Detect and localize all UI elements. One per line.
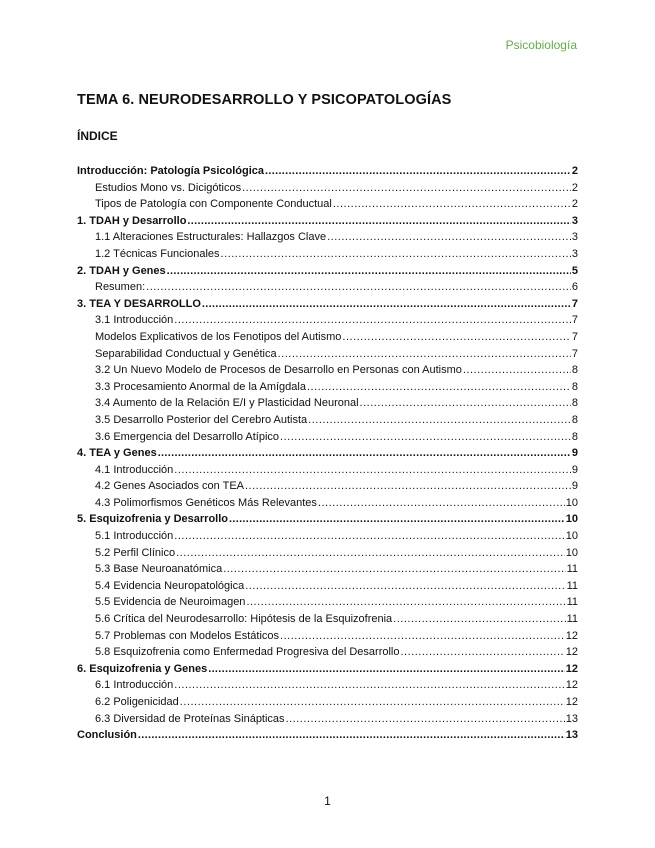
toc-entry-label: 3.4 Aumento de la Relación E/I y Plasticidad Neuronal (95, 397, 359, 410)
toc-entry-label: 6.2 Poligenicidad (95, 696, 179, 708)
toc-leader-dots (265, 163, 571, 180)
toc-leader-dots (327, 229, 571, 246)
toc-subsection-entry[interactable] (77, 395, 578, 412)
toc-entry-label: 3.5 Desarrollo Posterior del Cerebro Autista (95, 413, 308, 426)
toc-subsection-entry[interactable] (77, 495, 578, 512)
toc-entry-page: 2 (571, 198, 578, 211)
toc-entry-page: 7 (571, 314, 578, 327)
toc-entry-label: 3.3 Procesamiento Anormal de la Amígdala (95, 380, 306, 393)
toc-subsection-entry[interactable] (77, 180, 578, 197)
toc-leader-dots (208, 661, 565, 678)
toc-leader-dots (187, 213, 570, 230)
toc-subsection-entry[interactable] (77, 628, 578, 645)
toc-subsection-entry[interactable] (77, 594, 578, 611)
toc-entry-label: 5.8 Esquizofrenia como Enfermedad Progresiva del Desarrollo (95, 646, 400, 659)
toc-leader-dots (229, 511, 565, 528)
toc-leader-dots (174, 312, 571, 329)
toc-leader-dots (360, 395, 571, 412)
toc-subsection-entry[interactable] (77, 578, 578, 595)
toc-entry-label: 5.2 Perfil Clínico (95, 546, 176, 559)
toc-entry-page: 3 (571, 214, 578, 227)
toc-leader-dots (308, 412, 571, 429)
toc-leader-dots (138, 727, 565, 744)
toc-subsection-entry[interactable] (77, 229, 578, 246)
toc-subsection-entry[interactable] (77, 412, 578, 429)
toc-leader-dots (280, 429, 571, 446)
toc-section-entry[interactable] (77, 296, 578, 313)
toc-subsection-entry[interactable] (77, 694, 578, 711)
toc-entry-label: 5.3 Base Neuroanatómica (95, 563, 223, 576)
toc-leader-dots (393, 611, 565, 628)
toc-leader-dots (278, 346, 571, 363)
toc-entry-label: 6.3 Diversidad de Proteínas Sinápticas (95, 712, 285, 725)
toc-entry-page: 11 (566, 613, 578, 626)
toc-leader-dots (246, 594, 565, 611)
toc-entry-label: Estudios Mono vs. Dicigóticos (95, 181, 242, 194)
toc-subsection-entry[interactable] (77, 528, 578, 545)
table-of-contents (77, 163, 578, 744)
toc-subsection-entry[interactable] (77, 196, 578, 213)
toc-leader-dots (176, 545, 565, 562)
toc-entry-page: 10 (565, 496, 578, 509)
toc-entry-page: 10 (565, 513, 578, 526)
document-title: TEMA 6. NEURODESARROLLO Y PSICOPATOLOGÍAS (77, 92, 452, 108)
index-heading: ÍNDICE (77, 129, 118, 143)
toc-section-entry[interactable] (77, 445, 578, 462)
toc-entry-page: 3 (571, 231, 578, 244)
toc-leader-dots (242, 180, 571, 197)
toc-entry-page: 11 (566, 579, 578, 592)
toc-entry-label: 5.4 Evidencia Neuropatológica (95, 579, 245, 592)
toc-entry-page: 7 (571, 297, 578, 310)
toc-leader-dots (174, 677, 564, 694)
toc-entry-page: 7 (571, 330, 578, 343)
toc-entry-page: 11 (566, 596, 578, 609)
toc-subsection-entry[interactable] (77, 429, 578, 446)
toc-entry-page: 2 (571, 165, 578, 177)
toc-leader-dots (174, 528, 564, 545)
toc-entry-page: 2 (571, 181, 578, 194)
toc-entry-label: 3.2 Un Nuevo Modelo de Procesos de Desarrollo en Personas con Autismo (95, 364, 462, 377)
toc-leader-dots (342, 329, 570, 346)
toc-entry-label: 3.1 Introducción (95, 314, 174, 327)
toc-entry-label: 4.3 Polimorfismos Genéticos Más Relevantes (95, 496, 317, 509)
toc-entry-label: 6. Esquizofrenia y Genes (77, 662, 208, 675)
toc-entry-label: Tipos de Patología con Componente Conductual (95, 198, 332, 211)
toc-entry-page: 6 (571, 281, 578, 294)
toc-entry-label: 1.1 Alteraciones Estructurales: Hallazgos Clave (95, 231, 327, 244)
toc-entry-label: 2. TDAH y Genes (77, 264, 166, 277)
toc-entry-page: 7 (571, 347, 578, 360)
toc-entry-label: 1. TDAH y Desarrollo (77, 214, 187, 227)
toc-entry-label: 5. Esquizofrenia y Desarrollo (77, 513, 228, 526)
toc-entry-label: 5.7 Problemas con Modelos Estáticos (95, 629, 280, 642)
toc-leader-dots (280, 628, 565, 645)
toc-subsection-entry[interactable] (77, 346, 578, 363)
toc-leader-dots (221, 246, 571, 263)
toc-subsection-entry[interactable] (77, 711, 578, 728)
toc-entry-page: 12 (565, 662, 578, 675)
toc-subsection-entry[interactable] (77, 246, 578, 263)
toc-section-entry[interactable] (77, 511, 578, 528)
toc-entry-label: 4.2 Genes Asociados con TEA (95, 480, 244, 493)
toc-entry-page: 8 (571, 380, 578, 393)
toc-entry-page: 8 (571, 430, 578, 443)
toc-entry-label: 1.2 Técnicas Funcionales (95, 247, 220, 260)
toc-entry-page: 10 (565, 530, 578, 543)
toc-leader-dots (146, 279, 571, 296)
toc-entry-page: 8 (571, 397, 578, 410)
toc-leader-dots (180, 694, 565, 711)
toc-leader-dots (223, 561, 565, 578)
toc-leader-dots (333, 196, 571, 213)
toc-entry-label: 3. TEA Y DESARROLLO (77, 297, 201, 310)
toc-entry-page: 9 (571, 480, 578, 493)
toc-entry-label: 6.1 Introducción (95, 679, 174, 692)
toc-entry-page: 12 (565, 696, 578, 708)
toc-section-entry[interactable] (77, 661, 578, 678)
toc-entry-label: 5.6 Crítica del Neurodesarrollo: Hipótesis de la Esquizofrenia (95, 613, 393, 626)
toc-subsection-entry[interactable] (77, 379, 578, 396)
toc-section-entry[interactable] (77, 263, 578, 280)
toc-leader-dots (174, 462, 571, 479)
toc-entry-page: 12 (565, 646, 578, 659)
toc-subsection-entry[interactable] (77, 478, 578, 495)
toc-leader-dots (307, 379, 571, 396)
toc-entry-page: 3 (571, 247, 578, 260)
toc-leader-dots (202, 296, 571, 313)
toc-entry-page: 12 (565, 629, 578, 642)
toc-leader-dots (245, 478, 571, 495)
toc-subsection-entry[interactable] (77, 312, 578, 329)
toc-subsection-entry[interactable] (77, 362, 578, 379)
toc-entry-page: 5 (571, 264, 578, 277)
toc-subsection-entry[interactable] (77, 279, 578, 296)
toc-leader-dots (158, 445, 571, 462)
toc-leader-dots (286, 711, 565, 728)
toc-entry-page: 13 (565, 729, 578, 742)
toc-leader-dots (167, 263, 571, 280)
toc-subsection-entry[interactable] (77, 561, 578, 578)
toc-leader-dots (463, 362, 571, 379)
toc-leader-dots (245, 578, 565, 595)
toc-subsection-entry[interactable] (77, 677, 578, 694)
toc-leader-dots (401, 644, 565, 661)
toc-entry-label: Modelos Explicativos de los Fenotipos del Autismo (95, 330, 342, 343)
toc-entry-label: 4.1 Introducción (95, 463, 174, 476)
toc-entry-label: Resumen: (95, 281, 146, 294)
toc-entry-page: 10 (565, 546, 578, 559)
toc-entry-label: Introducción: Patología Psicológica (77, 165, 265, 177)
toc-subsection-entry[interactable] (77, 329, 578, 346)
toc-subsection-entry[interactable] (77, 644, 578, 661)
toc-entry-label: Separabilidad Conductual y Genética (95, 347, 277, 360)
toc-section-entry[interactable] (77, 727, 578, 744)
running-header: Psicobiología (505, 38, 577, 52)
toc-subsection-entry[interactable] (77, 545, 578, 562)
toc-entry-page: 8 (571, 364, 578, 377)
toc-entry-page: 9 (571, 463, 578, 476)
toc-entry-label: 4. TEA y Genes (77, 447, 157, 460)
toc-entry-label: 5.1 Introducción (95, 530, 174, 543)
toc-section-entry[interactable] (77, 213, 578, 230)
toc-subsection-entry[interactable] (77, 462, 578, 479)
toc-entry-label: 5.5 Evidencia de Neuroimagen (95, 596, 246, 609)
page-number: 1 (324, 794, 331, 808)
toc-entry-page: 9 (571, 447, 578, 460)
toc-entry-page: 13 (565, 712, 578, 725)
toc-entry-label: 3.6 Emergencia del Desarrollo Atípico (95, 430, 280, 443)
toc-entry-page: 11 (566, 563, 578, 576)
toc-subsection-entry[interactable] (77, 611, 578, 628)
toc-section-entry[interactable] (77, 163, 578, 180)
toc-entry-page: 8 (571, 413, 578, 426)
toc-entry-page: 12 (565, 679, 578, 692)
toc-leader-dots (318, 495, 565, 512)
toc-entry-label: Conclusión (77, 729, 137, 742)
